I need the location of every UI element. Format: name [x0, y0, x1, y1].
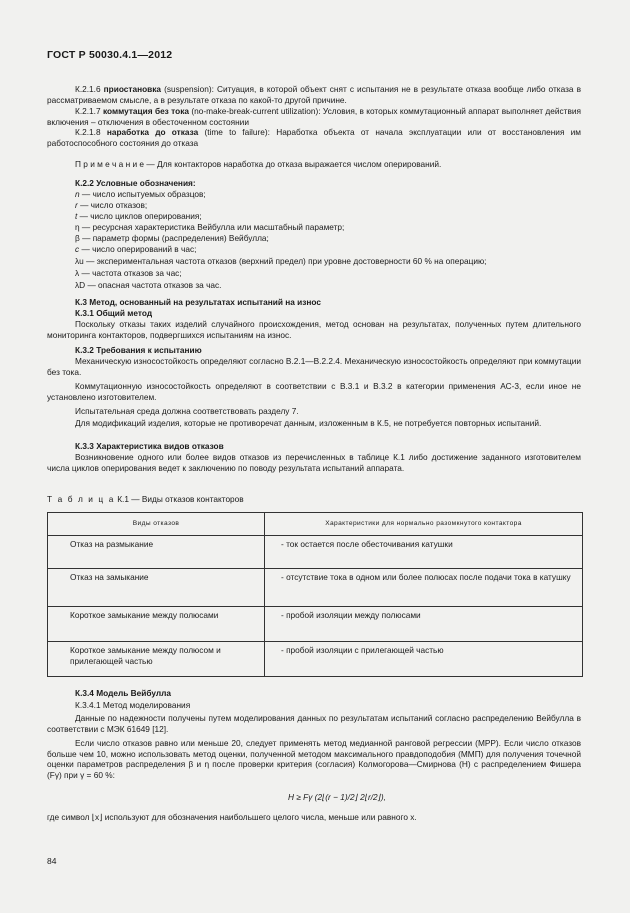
table-row [48, 642, 583, 677]
section-k3-2-heading: К.3.2 Требования к испытанию [75, 345, 202, 355]
section-k3-2-p1: Механическую износостойкость определяют согласно В.2.1—В.2.2.4. Механическую износостойкость определяют при коммутации без тока. [47, 356, 582, 377]
definition-k2-1-8: К.2.1.8 наработка до отказа (time to failure): Наработка объекта от начала эксплуатации или от восстановления им работоспособного состояния до отказа [47, 127, 582, 148]
note: П р и м е ч а н и е — Для контакторов наработка до отказа выражается числом оперирований. [75, 159, 442, 169]
section-k3-1-text: Поскольку отказы таких изделий случайного происхождения, метод основан на результатах, полученных путем длительного мониторинга контакторов, подвергшихся испытаниям на износ. [47, 319, 581, 340]
section-k3-1-heading: К.3.1 Общий метод [75, 308, 153, 318]
section-k3-4-heading: К.3.4 Модель Вейбулла [75, 688, 172, 698]
failure-desc-cell: - отсутствие тока в одном или более полюсах после подачи тока в катушку [265, 569, 583, 607]
page-number: 84 [47, 856, 57, 866]
section-k3-4-1-p3: где символ ⌊x⌋ используют для обозначения наибольшего целого числа, меньше или равного x. [47, 812, 417, 822]
section-k3-3-heading: К.3.3 Характеристика видов отказов [75, 441, 224, 451]
section-k3-4-1-p2: Если число отказов равно или меньше 20, следует применять метод медианной ранговой регрессии (МРР). Если число отказов больше чем 10, можно использовать метод оценки, полученной методом максимального правдоподобия (ММП) для получения точечной оценки параметров распределения β и η после проверки критерия (согласия) Колмогорова—Смирнова (H) с распределением Фишера (Fγ) при γ = 60 %: [47, 738, 581, 780]
failure-kind-cell: Короткое замыкание между полюсом и прилегающей частью [48, 642, 265, 677]
symbol-item: β — параметр формы (распределения) Вейбулла; [75, 233, 269, 243]
failure-desc-cell: - пробой изоляции с прилегающей частью [265, 642, 583, 677]
symbol-item: c — число оперирований в час; [75, 244, 197, 254]
symbol-item: η — ресурсная характеристика Вейбулла или масштабный параметр; [75, 222, 345, 232]
section-k3-2-p3: Испытательная среда должна соответствовать разделу 7. [75, 406, 299, 416]
table-header-cell: Характеристики для нормально разомкнутого контактора [265, 513, 583, 536]
failure-modes-table [47, 512, 583, 677]
symbol-item: λ — частота отказов за час; [75, 268, 182, 278]
symbol-item: r — число отказов; [75, 200, 148, 210]
definition-k2-1-6: К.2.1.6 приостановка (suspension): Ситуация, в которой объект снят с испытания не в результате отказа вообще либо отказа в рассматриваемом смысле, а в результате отказа по какой-то другой причине. [47, 84, 581, 105]
section-k3-4-1-heading: К.3.4.1 Метод моделирования [75, 700, 191, 710]
failure-kind-cell: Отказ на замыкание [48, 569, 265, 607]
table-header-row [48, 513, 583, 536]
failure-kind-cell: Отказ на размыкание [48, 536, 265, 569]
table-header-cell: Виды отказов [48, 513, 265, 536]
table-caption: Т а б л и ц а К.1 — Виды отказов контакторов [47, 494, 244, 504]
section-k3-3-text: Возникновение одного или более видов отказов из перечисленных в таблице К.1 либо достижение заданного изготовителем числа циклов оперирования ведет к заключению по поводу результата испытаний аппарата. [47, 452, 581, 473]
document-header: ГОСТ Р 50030.4.1—2012 [47, 49, 173, 61]
definition-k2-1-7: К.2.1.7 коммутация без тока (no-make-break-current utilization): Условия, в которых коммутационный аппарат выполняет действия включения – отключения в обесточенном состоянии [47, 106, 581, 127]
section-k3-heading: К.3 Метод, основанный на результатах испытаний на износ [75, 297, 321, 307]
weibull-formula: H ≥ Fγ (2⌊(r − 1)/2⌋ 2⌊r/2⌋), [288, 792, 386, 802]
symbol-item: t — число циклов оперирования; [75, 211, 202, 221]
table-row [48, 569, 583, 607]
symbol-item: λu — экспериментальная частота отказов (верхний предел) при уровне достоверности 60 % на операцию; [75, 256, 487, 266]
section-k3-2-p4: Для модификаций изделия, которые не противоречат данным, изложенным в К.5, не потребуется повторных испытаний. [75, 418, 542, 428]
symbol-item: λD — опасная частота отказов за час. [75, 280, 222, 290]
table-row [48, 536, 583, 569]
failure-desc-cell: - ток остается после обесточивания катушки [265, 536, 583, 569]
table-row [48, 607, 583, 642]
section-k3-2-p2: Коммутационную износостойкость определяют в соответствии с В.3.1 и В.3.2 в категории применения АС-3, если иное не установлено изготовителем. [47, 381, 581, 402]
symbol-item: n — число испытуемых образцов; [75, 189, 206, 199]
failure-kind-cell: Короткое замыкание между полюсами [48, 607, 265, 642]
section-k3-4-1-p1: Данные по надежности получены путем моделирования данных по результатам испытаний согласно распределению Вейбулла в соответствии с МЭК 61649 [12]. [47, 713, 581, 734]
symbols-heading: К.2.2 Условные обозначения: [75, 178, 196, 188]
failure-desc-cell: - пробой изоляции между полюсами [265, 607, 583, 642]
